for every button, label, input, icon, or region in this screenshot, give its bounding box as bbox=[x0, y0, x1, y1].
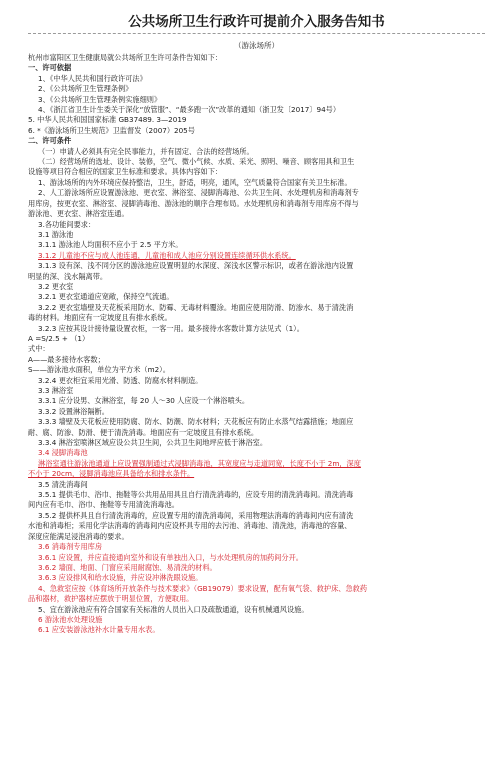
item-3-3-2: 3.3.2 设置淋浴隔断。 bbox=[38, 406, 109, 416]
intro-line: 杭州市富阳区卫生健康局就公共场所卫生许可条件告知如下： bbox=[28, 53, 223, 62]
req-2-cont: 游泳池、更衣室、淋浴室连通。 bbox=[28, 209, 129, 219]
heading-6: 6 游泳池水处理设施 bbox=[38, 614, 103, 624]
item-3-5-2-cont: 深度应能满足浸泡消毒的要求。 bbox=[28, 531, 129, 541]
section-heading-basis: 一、许可依据 bbox=[28, 63, 72, 73]
item-3-1-2: 3.1.2 儿童池不应与成人池连通，儿童池和成人池应分别设置连续循环供水系统。 bbox=[38, 250, 296, 260]
basis-item: 1、《中华人民共和国行政许可法》 bbox=[38, 73, 147, 83]
formula-var-a: A——最多接待水客数； bbox=[28, 354, 105, 364]
item-3-5-1: 3.5.1 提供毛巾、浴巾、拖鞋等公共用品用具且自行清洗消毒的，应设专用的清洗消毒间。清洗消毒 bbox=[38, 490, 354, 500]
basis-item: 3、《公共场所卫生管理条例实施细则》 bbox=[38, 94, 162, 104]
item-4-cont: 品和器材，救护器材应摆放于明显位置，方便取用。 bbox=[28, 594, 194, 604]
item-3-1-3: 3.1.3 设有深、浅不同分区的游泳池应设置明显的水深度、深浅水区警示标识，或者在游泳池内设置 bbox=[38, 261, 354, 271]
heading-3-5: 3.5 清洗消毒间 bbox=[38, 479, 88, 489]
item-5: 5、宜在游泳池应有符合国家有关标准的人员出入口及疏散通道，设有机械通风设施。 bbox=[38, 604, 309, 614]
item-3-2-2-cont: 毒的材料。地面应有一定坡度且有排水系统。 bbox=[28, 313, 172, 323]
heading-3-2: 3.2 更衣室 bbox=[38, 281, 74, 291]
req-2: 2、人工游泳场所应设置游泳池、更衣室、淋浴室、浸脚消毒池、公共卫生间、水处理机房和消毒剂专 bbox=[38, 188, 359, 198]
heading-3-4: 3.4 浸脚消毒池 bbox=[38, 448, 88, 458]
item-6-1: 6.1 应安装游泳池补水计量专用水表。 bbox=[38, 625, 160, 635]
item-3-6-3: 3.6.3 应设排风和给水设施，并应设冲淋洗眼设施。 bbox=[38, 573, 203, 583]
item-3-2-1: 3.2.1 更衣室通道应宽敞，保持空气流通。 bbox=[38, 292, 174, 302]
condition-2: （二）经营场所的选址、设计、装修，空气、微小气候、水质、采光、照明、噪音、顾客用具和卫生 bbox=[38, 157, 355, 167]
item-3-6-2: 3.6.2 墙面、地面、门窗应采用耐腐蚀、易清洗的材料。 bbox=[38, 562, 217, 572]
basis-item: 5. 中华人民共和国国家标准 GB37489. 3—2019 bbox=[28, 115, 187, 125]
formula: A =S/2.5 + （1） bbox=[28, 333, 90, 343]
req-3: 3.各功能间要求： bbox=[38, 219, 96, 229]
item-3-5-2-cont: 水池和消毒柜；采用化学法消毒的消毒间内应设杯具专用的去污池、消毒池、清洗池，消毒池的容量、 bbox=[28, 521, 352, 531]
req-1: 1、游泳场所的内外环境应保持整洁，卫生，舒适，明亮，通风，空气质量符合国家有关卫生标准。 bbox=[38, 177, 352, 187]
req-2-cont: 用库房，按更衣室、淋浴室、浸脚消毒池、游泳池的顺序合理布局。水处理机房和消毒剂专用库房不得与 bbox=[28, 198, 359, 208]
section-heading-conditions: 二、许可条件 bbox=[28, 136, 72, 146]
document-subtitle: （游泳场所） bbox=[234, 41, 279, 50]
formula-where: 式中： bbox=[28, 344, 50, 354]
item-3-5-1-cont: 间内应有毛巾、浴巾、拖鞋等专用清洗消毒池。 bbox=[28, 500, 179, 510]
item-3-4-cont: 不小于 20cm，浸脚消毒池应具备给水和排水条件。 bbox=[28, 469, 195, 479]
item-3-3-3: 3.3.3 墙壁及天花板应使用防腐、防水、防潮、防水材料；天花板应有防止水蒸气结露措施；地面应 bbox=[38, 417, 354, 427]
basis-item: 6. *《游泳场所卫生规范》卫监督发（2007）205号 bbox=[28, 125, 195, 135]
heading-3-6: 3.6 消毒剂专用库房 bbox=[38, 542, 103, 552]
heading-3-3: 3.3 淋浴室 bbox=[38, 386, 74, 395]
item-3-6-1: 3.6.1 应设置，并应直接通向室外和设有单独出入口，与水处理机房的加药间分开。 bbox=[38, 552, 303, 562]
condition-1: （一）申请人必须具有完全民事能力，并有固定、合法的经营场所。 bbox=[38, 146, 254, 156]
item-3-1-3-cont: 明显的深、浅水隔离带。 bbox=[28, 271, 108, 281]
item-3-2-2: 3.2.2 更衣室墙壁及天花板采用防水、防霉、无毒材料覆涂。地面应使用防滑、防渗水、易于清洗消 bbox=[38, 302, 354, 312]
formula-var-s: S——游泳池水面积，单位为平方米（m2）。 bbox=[28, 365, 170, 375]
item-3-3-4: 3.3.4 淋浴室喷淋区域应设公共卫生间，公共卫生间地坪应低于淋浴室。 bbox=[38, 438, 268, 448]
document-title: 公共场所卫生行政许可提前介入服务告知书 bbox=[28, 10, 485, 34]
item-3-5-2: 3.5.2 提供杯具且自行清洗消毒的，应设置专用的清洗消毒间，采用物理法消毒的消毒间内应有清洗 bbox=[38, 510, 354, 520]
basis-item: 2、《公共场所卫生管理条例》 bbox=[38, 84, 133, 94]
item-3-2-4: 3.2.4 更衣柜宜采用光滑、防透、防腐水材料制造。 bbox=[38, 375, 203, 385]
item-3-4: 淋浴室通往游泳池通道上应设置强制通过式浸脚消毒池，其宽度应与走道同宽，长度不小于 2m，深度 bbox=[38, 458, 361, 468]
item-3-2-3: 3.2.3 应按其设计接待量设置衣柜，一客一用。最多接待水客数计算方法见式（1）。 bbox=[38, 323, 304, 333]
condition-2-cont: 设施等项目符合相应的国家卫生标准和要求。具体内容如下： bbox=[28, 167, 223, 177]
basis-item: 4、《浙江省卫生计生委关于深化“放管服”、“最多跑一次”改革的通知（浙卫发〔2017〕94号） bbox=[38, 105, 341, 115]
item-3-3-1: 3.3.1 应分设男、女淋浴室，每 20 人～30 人应设一个淋浴喷头。 bbox=[38, 396, 250, 406]
item-3-3-3-cont: 耐、腐、防渗、防滑、便于清洗消毒。地面应有一定坡度且有排水系统。 bbox=[28, 427, 259, 437]
item-4: 4、急救室应按《体育场所开放条件与技术要求》（GB19079）要求设置，配有氧气袋、救护床、急救药 bbox=[38, 583, 368, 593]
heading-3-1: 3.1 游泳池 bbox=[38, 229, 74, 239]
item-3-1-1: 3.1.1 游泳池人均面积不应小于 2.5 平方米。 bbox=[38, 240, 183, 250]
